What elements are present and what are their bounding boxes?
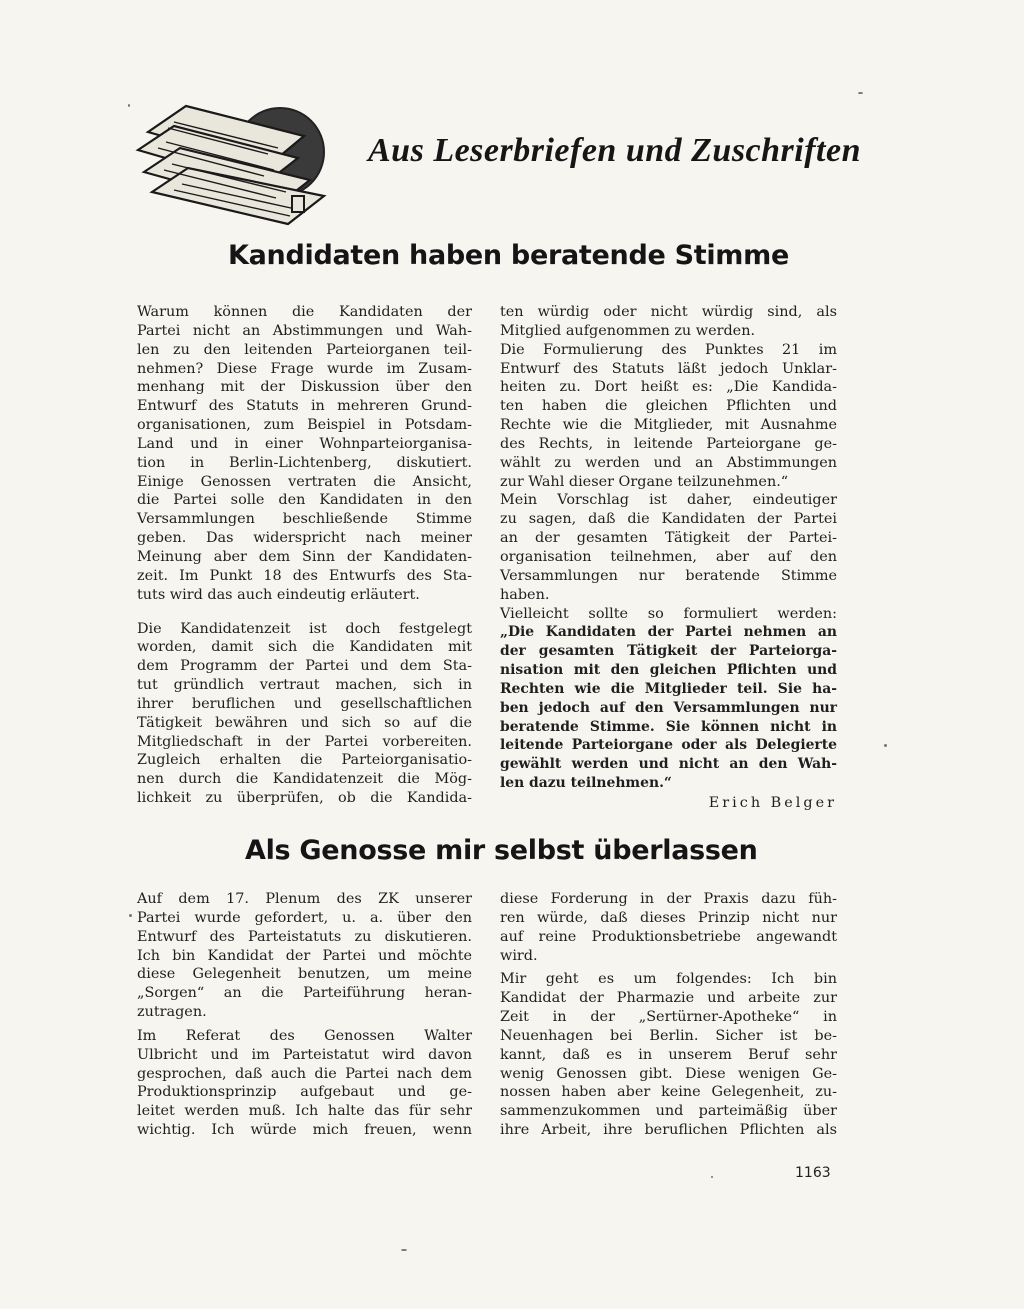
text-line: Im Referat des Genossen Walter: [137, 1027, 472, 1044]
scan-speck: [884, 744, 887, 747]
section-heading: Aus Leserbriefen und Zuschriften: [368, 132, 861, 169]
article-2-right-column: [500, 890, 837, 1140]
text-line: kannt, daß es in unserem Beruf sehr: [500, 1046, 837, 1063]
text-line: sammenzukommen und parteimäßig über: [500, 1103, 837, 1120]
text-line: zeit. Im Punkt 18 des Entwurfs des Sta-: [137, 567, 472, 584]
text-line: auf reine Produktionsbetriebe angewandt: [500, 928, 837, 945]
scan-speck: [129, 914, 132, 917]
scan-speck: [128, 104, 130, 107]
text-line: Zeit in der „Sertürner-Apotheke“ in: [500, 1009, 837, 1026]
text-line: nossen haben aber keine Gelegenheit, zu-: [500, 1084, 837, 1101]
text-line: gesprochen, daß auch die Partei nach dem: [137, 1065, 472, 1082]
text-line: Ulbricht und im Parteistatut wird davon: [137, 1046, 472, 1063]
text-line: Rechte wie die Mitglieder, mit Ausnahme: [500, 417, 837, 434]
text-line: wichtig. Ich würde mich freuen, wenn: [137, 1122, 472, 1139]
text-line: ten würdig oder nicht würdig sind, als: [500, 304, 837, 320]
text-line: „Sorgen“ an die Parteiführung heran-: [137, 985, 472, 1002]
quoted-line: nisation mit den gleichen Pflichten und: [500, 662, 837, 679]
text-line: menhang mit der Diskussion über den: [137, 379, 472, 396]
text-line: Vielleicht sollte so formuliert werden:: [500, 605, 837, 622]
text-line: tut gründlich vertraut machen, sich in: [137, 677, 472, 694]
quoted-line: gewählt werden und nicht an den Wah-: [500, 756, 837, 773]
text-line: zutragen.: [137, 1004, 207, 1021]
text-line: Auf dem 17. Plenum des ZK unserer: [137, 891, 472, 907]
text-line: Mir geht es um folgendes: Ich bin: [500, 971, 837, 988]
text-line: wird.: [500, 947, 538, 964]
text-line: nen durch die Kandidatenzeit die Mög-: [137, 771, 472, 788]
text-line: Entwurf des Statuts in mehreren Grund-: [137, 398, 472, 415]
text-line: Neuenhagen bei Berlin. Sicher ist be-: [500, 1027, 837, 1044]
text-line: Warum können die Kandidaten der: [137, 304, 472, 320]
quoted-line: „Die Kandidaten der Partei nehmen an: [500, 624, 837, 641]
text-line: Partei nicht an Abstimmungen und Wah-: [137, 322, 472, 339]
text-line: organisation teilnehmen, aber auf den: [500, 548, 837, 565]
text-line: die Partei solle den Kandidaten in den: [137, 492, 472, 509]
text-line: dem Programm der Partei und dem Sta-: [137, 658, 472, 675]
text-line: len zu den leitenden Parteiorganen teil-: [137, 341, 472, 358]
quoted-line: ben jedoch auf den Versammlungen nur: [500, 699, 837, 716]
text-line: zur Wahl dieser Organe teilzunehmen.“: [500, 473, 789, 490]
page-number: 1163: [795, 1165, 831, 1181]
text-line: diese Forderung in der Praxis dazu füh-: [500, 891, 837, 907]
text-line: heiten zu. Dort heißt es: „Die Kandida-: [500, 379, 837, 396]
text-line: Ich bin Kandidat der Partei und möchte: [137, 947, 472, 964]
quoted-line: len dazu teilnehmen.“: [500, 775, 672, 792]
text-line: Mitgliedschaft in der Partei vorbereiten.: [137, 733, 472, 750]
article-2-headline: Als Genosse mir selbst überlassen: [245, 835, 758, 866]
text-line: wenig Genossen gibt. Diese wenigen Ge-: [500, 1065, 837, 1082]
text-line: ren würde, daß dieses Prinzip nicht nur: [500, 909, 837, 926]
text-line: Die Kandidatenzeit ist doch festgelegt: [137, 620, 472, 637]
scan-speck: [711, 1176, 713, 1178]
article-1-right-column: [500, 303, 837, 813]
text-line: ihrer beruflichen und gesellschaftlichen: [137, 695, 472, 712]
author-signature: Erich Belger: [708, 794, 837, 811]
quoted-line: Rechten wie die Mitglieder teil. Sie ha-: [500, 680, 837, 697]
text-line: zu sagen, daß die Kandidaten der Partei: [500, 511, 837, 528]
text-line: tion in Berlin-Lichtenberg, diskutiert.: [137, 454, 472, 471]
text-line: Kandidat der Pharmazie und arbeite zur: [500, 990, 837, 1007]
text-line: Partei wurde gefordert, u. a. über den: [137, 909, 472, 926]
text-line: diese Gelegenheit benutzen, um meine: [137, 966, 472, 983]
text-line: ihre Arbeit, ihre beruflichen Pflichten als: [500, 1122, 837, 1139]
text-line: worden, damit sich die Kandidaten mit: [137, 639, 472, 656]
text-line: des Rechts, in leitende Parteiorgane ge-: [500, 435, 837, 452]
text-line: ten haben die gleichen Pflichten und: [500, 398, 837, 415]
text-line: Land und in einer Wohnparteiorganisa-: [137, 435, 472, 452]
text-line: Tätigkeit bewähren und sich so auf die: [137, 714, 472, 731]
text-line: nehmen? Diese Frage wurde im Zusam-: [137, 360, 472, 377]
scan-speck: [858, 92, 863, 94]
text-line: wählt zu werden und an Abstimmungen: [500, 454, 837, 471]
article-1-headline: Kandidaten haben beratende Stimme: [228, 240, 789, 271]
text-line: Die Formulierung des Punktes 21 im: [500, 341, 837, 358]
text-line: Mitglied aufgenommen zu werden.: [500, 322, 756, 339]
newspaper-stack-icon: [128, 88, 340, 233]
quoted-line: leitende Parteiorgane oder als Delegierte: [500, 737, 837, 754]
text-line: Meinung aber dem Sinn der Kandidaten-: [137, 548, 472, 565]
text-line: an der gesamten Tätigkeit der Partei-: [500, 530, 837, 547]
text-line: Produktionsprinzip aufgebaut und ge-: [137, 1084, 472, 1101]
text-line: haben.: [500, 586, 550, 603]
quoted-line: beratende Stimme. Sie können nicht in: [500, 718, 837, 735]
text-line: organisationen, zum Beispiel in Potsdam-: [137, 417, 472, 434]
quoted-line: der gesamten Tätigkeit der Parteiorga-: [500, 643, 837, 660]
scan-speck: [401, 1249, 407, 1251]
text-line: Mein Vorschlag ist daher, eindeutiger: [500, 492, 837, 509]
text-line: geben. Das widerspricht nach meiner: [137, 530, 472, 547]
text-line: leitet werden muß. Ich halte das für sehr: [137, 1103, 472, 1120]
text-line: Entwurf des Parteistatuts zu diskutieren.: [137, 928, 472, 945]
article-1-left-column: [137, 303, 472, 808]
text-line: Einige Genossen vertraten die Ansicht,: [137, 473, 472, 490]
text-line: Versammlungen beschließende Stimme: [137, 511, 472, 528]
text-line: Zugleich erhalten die Parteiorganisatio-: [137, 752, 472, 769]
text-line: Entwurf des Statuts läßt jedoch Unklar-: [500, 360, 837, 377]
text-line: tuts wird das auch eindeutig erläutert.: [137, 586, 420, 603]
article-2-left-column: [137, 890, 472, 1140]
text-line: Versammlungen nur beratende Stimme: [500, 567, 837, 584]
text-line: lichkeit zu überprüfen, ob die Kandida-: [137, 790, 472, 807]
